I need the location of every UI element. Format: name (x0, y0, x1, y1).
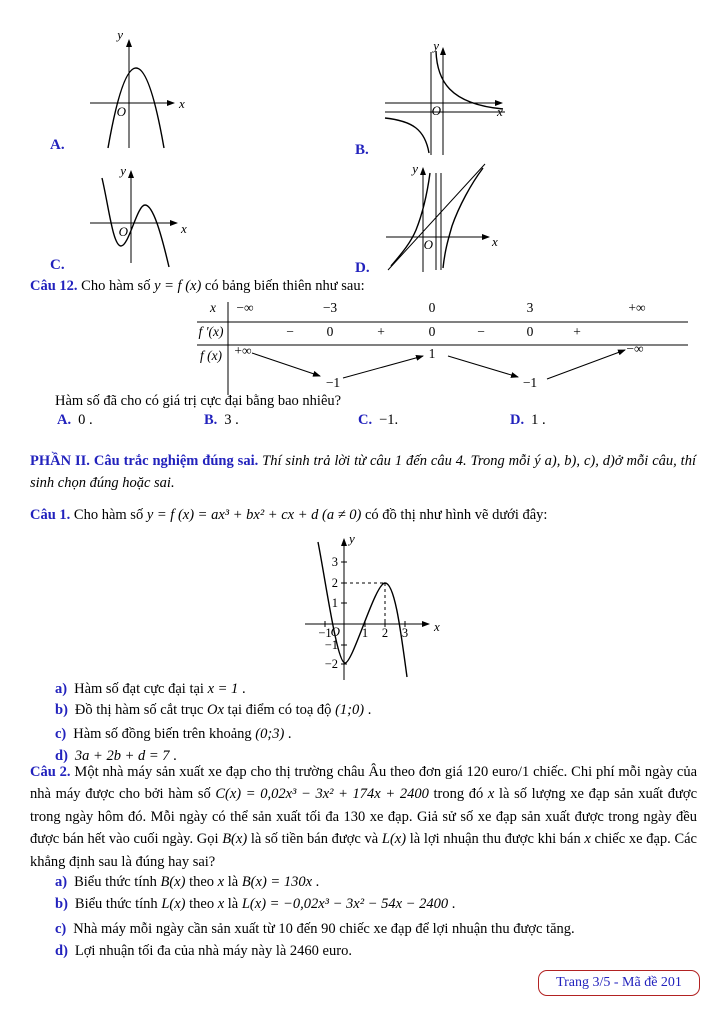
x-axis-label: x (497, 104, 503, 119)
q2-option-d (55, 943, 352, 960)
graph-option-d (385, 160, 510, 276)
q12-option-d (510, 412, 546, 429)
q12-number: Câu 12. (30, 278, 78, 294)
q12-intro-math: y = f (x) (154, 278, 202, 294)
text-segment: Nhà máy mỗi ngày cần sản xuất từ 10 đến 90 chiếc xe đạp để lợi nhuận thu được tăng. (73, 921, 575, 937)
row-label-fprime: f ′(x) (198, 324, 224, 339)
math-segment: (1;0) (335, 702, 365, 718)
y-tick-label-neg2: −2 (324, 657, 338, 671)
q12-option-d-text: 1 . (531, 412, 546, 428)
q12-option-b (204, 412, 239, 429)
text-segment: là số lượng xe đạp sản xuất được trong ngày hôm đó. Mỗi ngày có thể sản xuất tối đa 130 xe đạp. Giả sử số xe đạp sản xuất được trong ngày đều được bán hết vào cuối ngày. Gọi (30, 786, 698, 848)
math-segment: L(x) = −0,02x³ − 3x² − 54x − 2400 (241, 896, 449, 912)
origin-label: O (116, 104, 126, 119)
q1-intro-post: có đồ thị như hình vẽ dưới đây: (361, 507, 548, 523)
text-segment: . (448, 896, 456, 912)
q12-option-c-text: −1. (379, 412, 399, 428)
y-axis-label: y (433, 38, 439, 53)
math-segment: x (217, 896, 225, 912)
q1-graph (300, 533, 485, 685)
q12-intro-post: có bảng biến thiên như sau: (201, 278, 365, 294)
q12-question: Hàm số đã cho có giá trị cực đại bằng bao nhiêu? (55, 393, 342, 409)
q12-option-a-label: A. (57, 412, 72, 428)
q1-intro-math: y = f (x) = ax³ + bx² + cx + d (a ≠ 0) (146, 507, 362, 523)
x-axis-label: x (181, 221, 187, 236)
q12-option-a-text: 0 . (78, 412, 93, 428)
text-segment: . (312, 874, 320, 890)
hyperbola-branch-lower (385, 118, 429, 153)
q1-option-c (55, 726, 292, 743)
hyperbola-branch-upper (436, 51, 503, 109)
q2-option-c-label: c) (55, 921, 67, 937)
math-segment: x = 1 (207, 681, 239, 697)
variation-arrow-up-2 (547, 350, 625, 379)
fprime-sign: − (477, 324, 485, 339)
text-segment: Hàm số đạt cực đại tại (74, 681, 208, 697)
x-value: −3 (322, 300, 338, 315)
page-footer-box (538, 970, 700, 996)
q2-body (30, 761, 697, 873)
text-segment: Biểu thức tính (74, 896, 162, 912)
q12-option-b-label: B. (204, 412, 218, 428)
fprime-zero: 0 (526, 324, 534, 339)
q1-number: Câu 1. (30, 507, 71, 523)
text-segment: . (238, 681, 246, 697)
math-segment: Ox (207, 702, 224, 718)
math-segment: B(x) = 130x (241, 874, 312, 890)
text-segment: . (284, 726, 292, 742)
origin-label: O (118, 224, 128, 239)
math-segment: B(x) (160, 874, 186, 890)
part2-header (30, 450, 696, 495)
x-tick-label-1: 1 (361, 626, 369, 640)
y-axis-label: y (117, 27, 123, 42)
text-segment: Một nhà máy sản xuất xe đạp cho thị trường châu Âu theo đơn giá 120 euro/1 chiếc. Chi phí mỗi ngày của nhà máy được cho bởi hàm số (30, 764, 697, 803)
text-segment: Biểu thức tính (74, 874, 161, 890)
q1-option-a-label: a) (55, 681, 68, 697)
fprime-sign: − (286, 324, 294, 339)
option-letter-d: D. (355, 260, 370, 276)
x-value: −∞ (236, 300, 254, 315)
graph-option-c (85, 163, 203, 270)
math-segment: x (217, 874, 225, 890)
text-segment: trong đó (428, 786, 488, 803)
q2-option-d-label: d) (55, 943, 68, 959)
variation-arrow-down-1 (252, 353, 320, 376)
q12-option-c (358, 412, 398, 429)
q1-option-d-label: d) (55, 748, 68, 764)
y-tick-label-neg1: −1 (324, 638, 338, 652)
math-segment: x (487, 786, 495, 803)
math-segment: L(x) (161, 896, 186, 912)
q2-option-c (55, 921, 575, 938)
text-segment: là số tiền bán được và (247, 831, 382, 848)
f-limit-left: +∞ (234, 343, 252, 358)
f-limit-right: −∞ (626, 341, 644, 356)
text-segment: Đồ thị hàm số cắt trục (74, 702, 207, 718)
q2-option-b (55, 896, 455, 913)
variation-table (185, 298, 690, 397)
text-segment: tại điểm có toạ độ (223, 702, 336, 718)
variation-arrow-down-2 (448, 356, 518, 377)
x-tick-label-neg1: −1 (318, 626, 332, 640)
q1-option-c-label: c) (55, 726, 67, 742)
y-axis-label: y (120, 163, 126, 178)
math-segment: L(x) (381, 831, 407, 848)
q2-option-a (55, 874, 319, 891)
text-segment: chiếc xe đạp. Các khẳng định sau là đúng hay sai? (30, 831, 697, 870)
fprime-zero: 0 (428, 324, 436, 339)
page-footer-text: Trang 3/5 - Mã đề 201 (556, 975, 682, 990)
x-value: 3 (526, 300, 534, 315)
fprime-sign: + (573, 324, 581, 339)
math-segment: B(x) (222, 831, 248, 848)
q1-option-a (55, 681, 246, 698)
q2-number: Câu 2. (30, 764, 71, 780)
x-axis-label: x (434, 619, 440, 634)
q1-intro (30, 507, 547, 524)
q12-intro (30, 278, 365, 295)
graph-option-a (55, 28, 235, 152)
text-segment: theo (185, 896, 218, 912)
y-tick-label-2: 2 (331, 576, 338, 590)
math-segment: (0;3) (255, 726, 285, 742)
x-value: 0 (428, 300, 436, 315)
text-segment: theo (185, 874, 218, 890)
origin-label: O (330, 624, 340, 639)
q12-option-b-text: 3 . (224, 412, 239, 428)
x-tick-label-3: 3 (401, 626, 409, 640)
x-axis-label: x (492, 234, 498, 249)
fprime-zero: 0 (326, 324, 334, 339)
text-segment: Hàm số đồng biến trên khoảng (73, 726, 256, 742)
q1-option-b (55, 702, 371, 719)
text-segment: . (169, 748, 177, 764)
part2-subtitle: Thí sinh trả lời từ câu 1 đến câu 4. Trong mỗi ý a), b), c), d)ở mỗi câu, thí sinh chọn đúng hoặc sai. (30, 453, 696, 492)
text-segment: là (224, 896, 242, 912)
variation-table-lines (185, 298, 690, 397)
variation-arrow-up-1 (343, 356, 423, 378)
fprime-sign: + (377, 324, 385, 339)
f-local-min-2: −1 (522, 375, 538, 390)
text-segment: là (224, 874, 242, 890)
q2-option-b-label: b) (55, 896, 68, 912)
q12-option-a (57, 412, 93, 429)
part2-title: PHẦN II. Câu trắc nghiệm đúng sai. (30, 453, 263, 469)
f-local-min-1: −1 (325, 375, 341, 390)
y-axis-label: y (412, 161, 418, 176)
text-segment: Lợi nhuận tối đa của nhà máy này là 2460 euro. (74, 943, 352, 959)
y-axis-label: y (349, 531, 355, 546)
origin-label: O (423, 237, 433, 252)
branch-right (443, 168, 483, 268)
origin-label: O (431, 103, 441, 118)
q12-option-c-label: C. (358, 412, 373, 428)
text-segment: . (364, 702, 372, 718)
y-tick-label-3: 3 (331, 555, 338, 569)
option-letter-c: C. (50, 257, 65, 273)
x-value: +∞ (628, 300, 646, 315)
q1-intro-pre: Cho hàm số (73, 507, 147, 523)
q2-option-a-label: a) (55, 874, 68, 890)
q12-option-d-label: D. (510, 412, 525, 428)
q1-option-b-label: b) (55, 702, 68, 718)
math-segment: C(x) = 0,02x³ − 3x² + 174x + 2400 (215, 786, 429, 803)
option-letter-a: A. (50, 137, 65, 153)
f-local-max: 1 (428, 346, 436, 361)
row-label-x: x (210, 300, 216, 315)
x-tick-label-2: 2 (381, 626, 389, 640)
x-axis-label: x (179, 96, 185, 111)
q12-intro-pre: Cho hàm số (81, 278, 155, 294)
text-segment: là lợi nhuận thu được khi bán (406, 831, 585, 848)
row-label-f: f (x) (199, 348, 223, 363)
graph-option-b (383, 38, 518, 160)
branch-left (391, 173, 430, 266)
math-segment: x (584, 831, 591, 848)
y-tick-label-1: 1 (331, 596, 338, 610)
math-segment: 3a + 2b + d = 7 (74, 748, 170, 764)
option-letter-b: B. (355, 142, 369, 158)
